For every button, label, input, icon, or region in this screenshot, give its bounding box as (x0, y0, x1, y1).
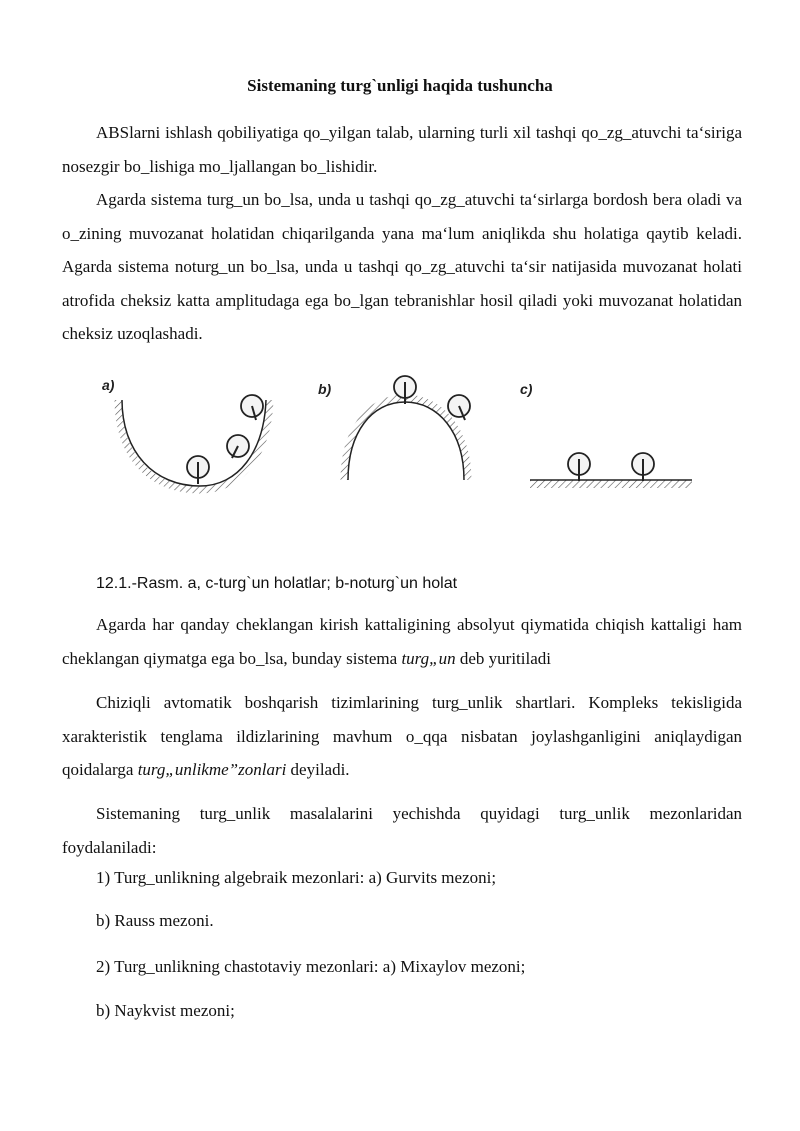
paragraph-4-emphasis: turg„unlikme”zonlari (137, 760, 287, 779)
list-item-4: b) Naykvist mezoni; (96, 1001, 235, 1020)
figure-a-label: a) (102, 377, 115, 393)
ball-c-left (568, 453, 590, 481)
ball-c-right (632, 453, 654, 481)
stability-figure (0, 360, 800, 510)
list-item-2: b) Rauss mezoni. (96, 911, 214, 930)
paragraph-2-text: Agarda sistema turg_un bo_lsa, unda u tashqi qo_zg_atuvchi ta‘sirlarga bordosh bera oladi va o_zining muvozanat holatidan chiqarilganda yana ma‘lum aniqlikda shu holatiga qaytib keladi. Agarda sistema noturg_un bo_lsa, unda u tashqi qo_zg_atuvchi ta‘sir natijasida muvozanat holati atrofida cheksiz katta amplitudaga ega bo_lgan tebranishlar hosil qiladi yoki muvozanat holatidan cheksiz uzoqlashadi. (62, 190, 742, 343)
paragraph-4 (62, 686, 742, 787)
list-item-3: 2) Turg_unlikning chastotaviy mezonlari: a) Mixaylov mezoni; (96, 957, 526, 976)
paragraph-3-tail: deb yuritiladi (455, 648, 551, 668)
ball-b-side (448, 395, 470, 420)
paragraph-5 (62, 797, 742, 864)
ball-a-bottom (187, 456, 209, 484)
paragraph-3-emphasis: turg„un (401, 648, 456, 668)
figure-c-label: c) (520, 381, 533, 397)
paragraph-4-text: Chiziqli avtomatik boshqarish tizimlarining turg_unlik shartlari. Kompleks tekisligida xarakteristik tenglama ildizlarining mavhum o_qqa nisbatan joylashganligini aniqlaydigan qoidalarga (62, 693, 742, 779)
ball-a-top (241, 395, 263, 420)
paragraph-1-text: ABSlarni ishlash qobiliyatiga qo_yilgan talab, ularning turli xil tashqi qo_zg_atuvchi ta‘siriga nosezgir bo_lishiga mo_ljallangan bo_lishidir. (62, 123, 742, 176)
paragraph-4-tail: deyiladi. (286, 760, 350, 779)
figure-caption: 12.1.-Rasm. a, c-turg`un holatlar; b-noturg`un holat (96, 575, 458, 592)
paragraph-5-text: Sistemaning turg_unlik masalalarini yechishda quyidagi turg_unlik mezonlaridan foydalaniladi: (62, 804, 742, 857)
paragraph-3 (62, 608, 742, 675)
figure-b-label: b) (318, 381, 332, 397)
list-item-1: 1) Turg_unlikning algebraik mezonlari: a) Gurvits mezoni; (96, 868, 497, 887)
ball-a-middle (227, 435, 249, 458)
paragraph-1 (62, 116, 742, 183)
paragraph-3-text: Agarda har qanday cheklangan kirish kattaligining absolyut qiymatida chiqish kattaligi ham cheklangan qiymatga ega bo_lsa, bunday sistema (62, 615, 742, 668)
figure-a-bowl (102, 377, 270, 490)
paragraph-2 (62, 183, 742, 351)
figure-b-hill (318, 376, 470, 480)
page-title: Sistemaning turg`unligi haqida tushuncha (247, 76, 553, 95)
figure-c-flat (520, 381, 692, 488)
